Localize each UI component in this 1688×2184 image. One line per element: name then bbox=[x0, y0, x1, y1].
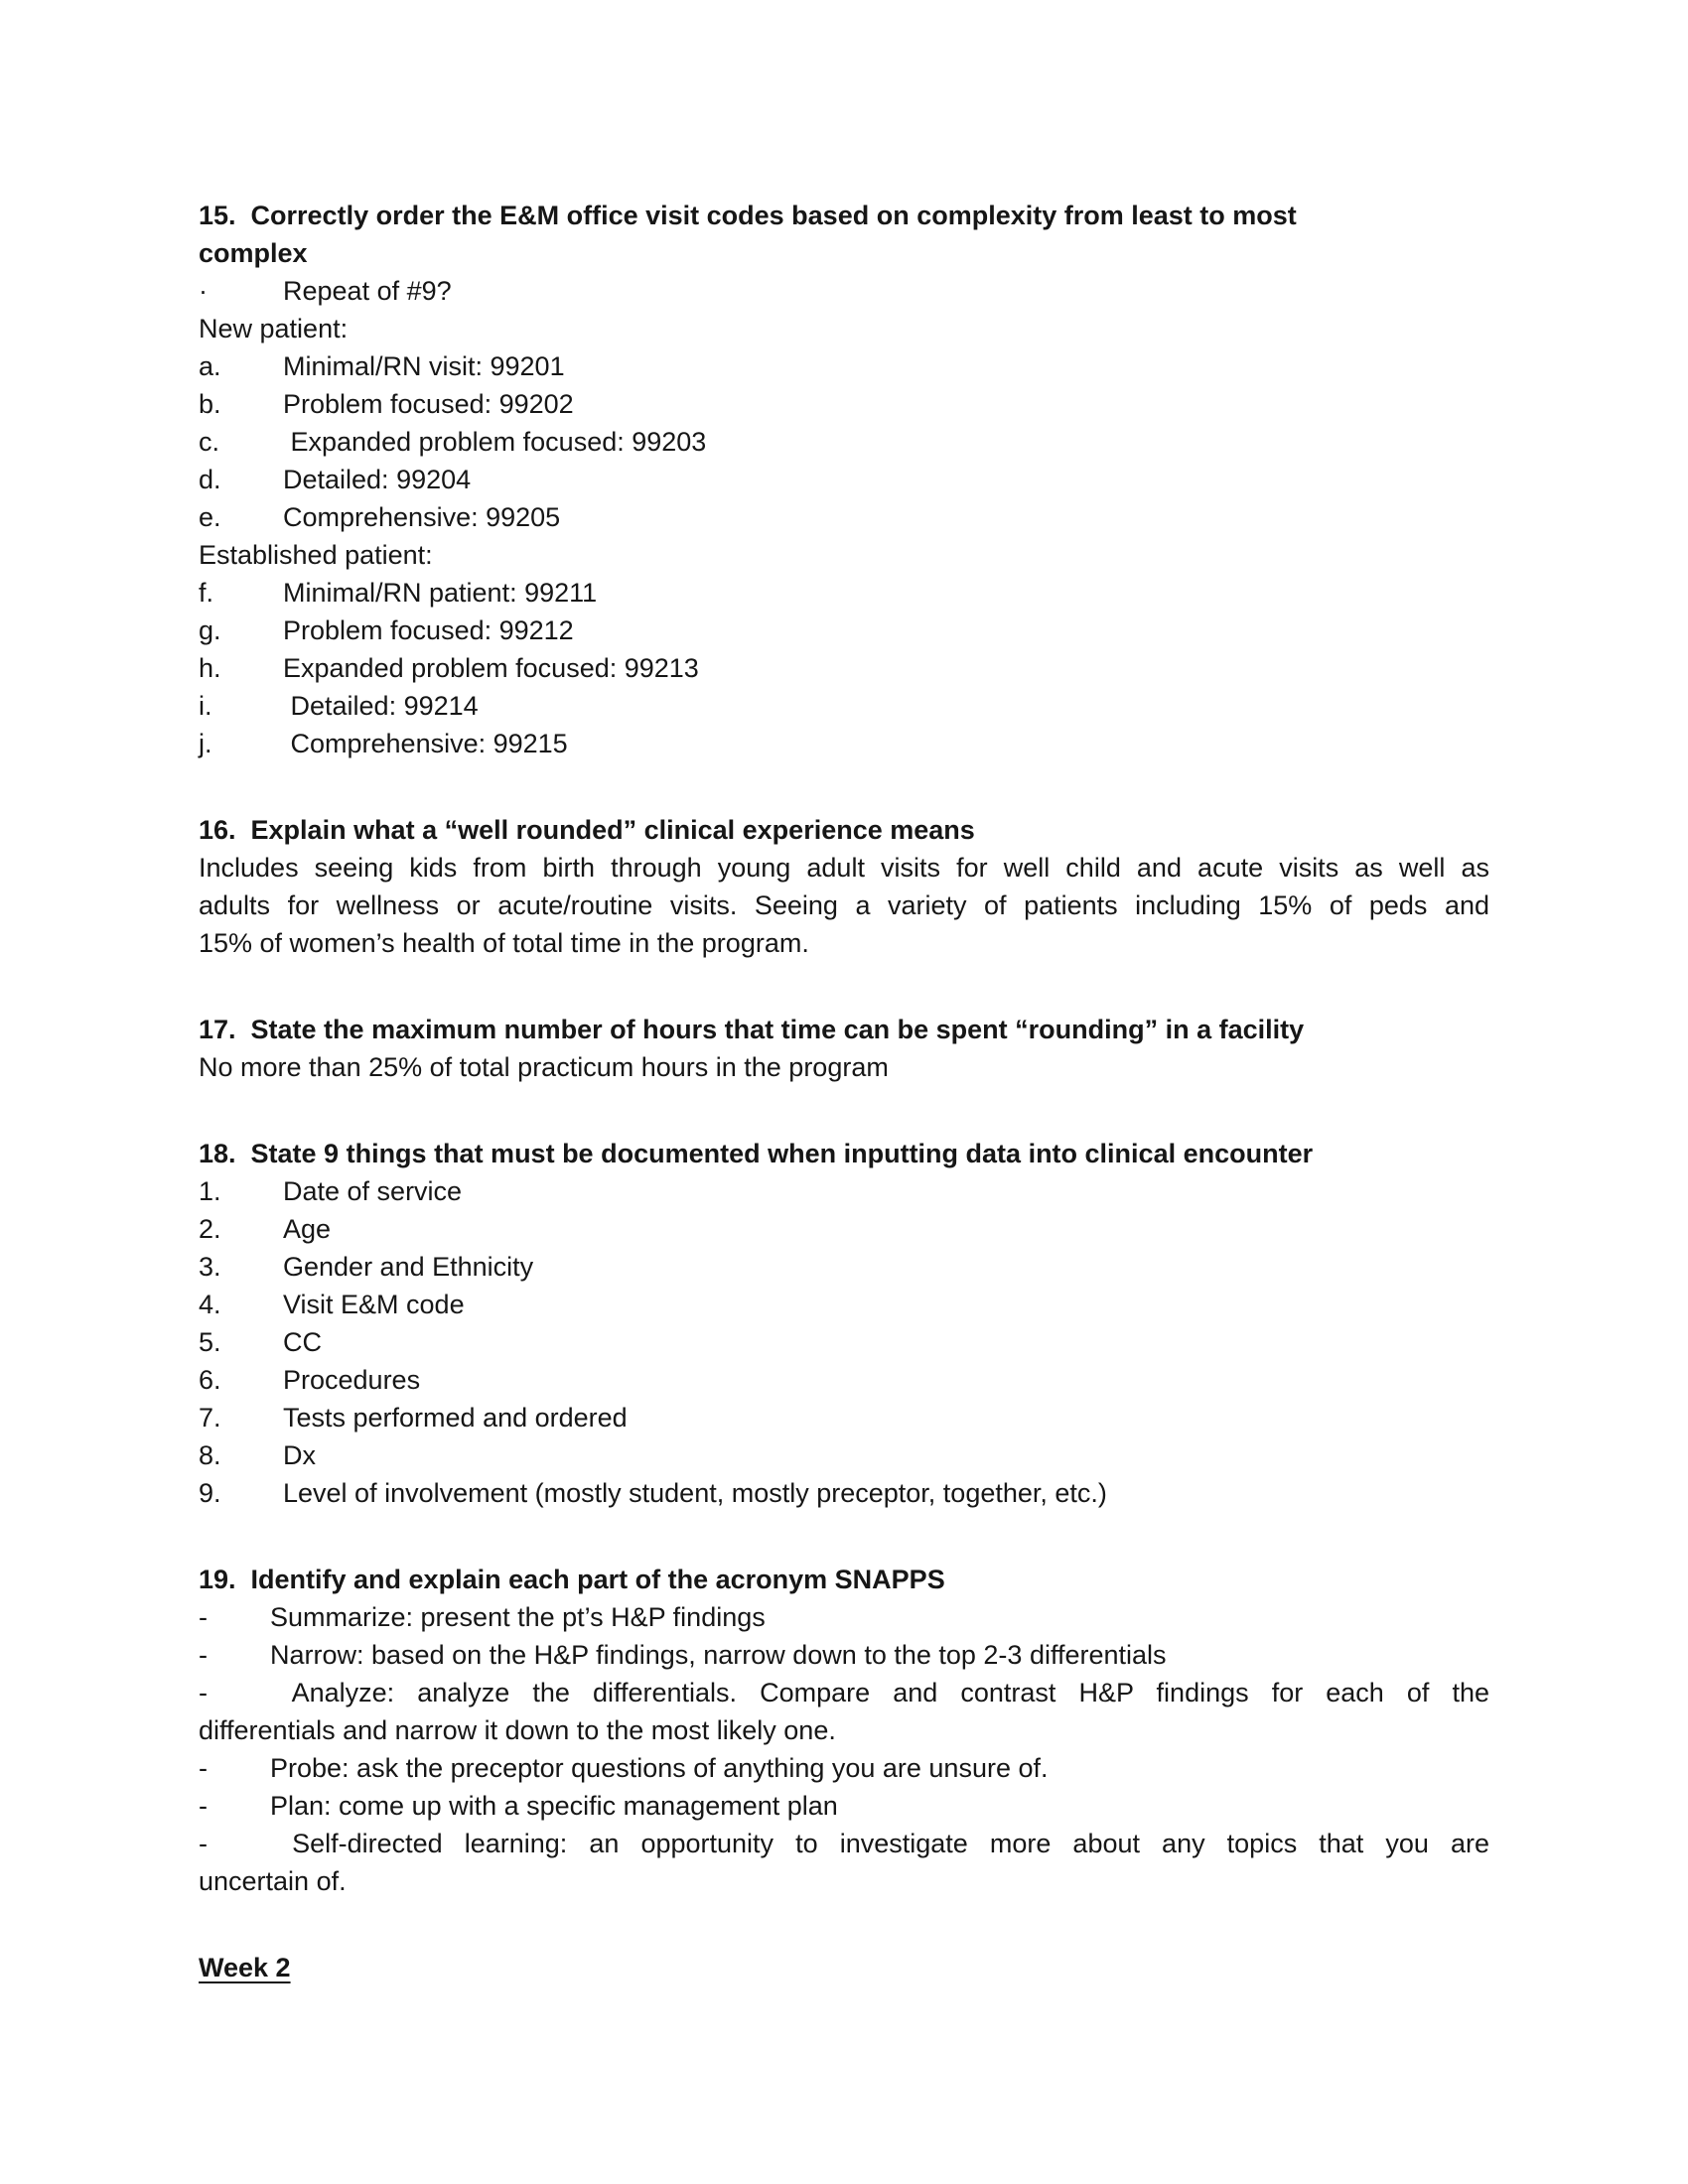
list-item-text: Comprehensive: 99215 bbox=[283, 729, 568, 758]
list-item-text: Narrow: based on the H&P findings, narrow down to the top 2-3 differentials bbox=[270, 1640, 1167, 1670]
list-item-text: Dx bbox=[283, 1440, 316, 1470]
list-marker: d. bbox=[199, 465, 221, 494]
answer-line: Established patient: bbox=[199, 540, 433, 570]
list-item-text: Summarize: present the pt’s H&P findings bbox=[270, 1602, 766, 1632]
list-item-text: Tests performed and ordered bbox=[283, 1403, 628, 1433]
paragraph-spacer bbox=[199, 1086, 1489, 1135]
list-item-text: Expanded problem focused: 99213 bbox=[283, 653, 699, 683]
list-item bbox=[199, 1436, 1489, 1474]
answer-line: No more than 25% of total practicum hours in the program bbox=[199, 1052, 889, 1082]
list-marker: i. bbox=[199, 691, 212, 721]
list-item-text: Self-directed learning: an opportunity to investigate more about any topics that you are bbox=[292, 1829, 1489, 1858]
list-marker: 4. bbox=[199, 1290, 221, 1319]
list-item-text: Detailed: 99214 bbox=[283, 691, 479, 721]
list-marker: - bbox=[199, 1640, 208, 1670]
answer-line: adults for wellness or acute/routine visits. Seeing a variety of patients including 15% of peds and bbox=[199, 890, 1489, 920]
list-marker: c. bbox=[199, 427, 220, 457]
list-item-text: Minimal/RN visit: 99201 bbox=[283, 351, 565, 381]
list-item bbox=[199, 649, 1489, 687]
list-marker: 7. bbox=[199, 1403, 221, 1433]
answer-line: uncertain of. bbox=[199, 1866, 347, 1896]
list-item bbox=[199, 1399, 1489, 1436]
question-heading: 17. State the maximum number of hours that time can be spent “rounding” in a facility bbox=[199, 1015, 1305, 1044]
list-item-text: Plan: come up with a specific management plan bbox=[270, 1791, 838, 1821]
list-marker: 5. bbox=[199, 1327, 221, 1357]
list-marker: - bbox=[199, 1791, 208, 1821]
list-item-text: Probe: ask the preceptor questions of anything you are unsure of. bbox=[270, 1753, 1049, 1783]
list-item-text: Problem focused: 99212 bbox=[283, 615, 574, 645]
list-item bbox=[199, 272, 1489, 310]
list-item-text: CC bbox=[283, 1327, 322, 1357]
question-heading: 15. Correctly order the E&M office visit codes based on complexity from least to most bbox=[199, 201, 1297, 230]
list-marker: · bbox=[199, 276, 208, 306]
list-marker: h. bbox=[199, 653, 221, 683]
list-item bbox=[199, 687, 1489, 725]
paragraph-spacer bbox=[199, 962, 1489, 1011]
list-item bbox=[199, 1749, 1489, 1787]
list-item bbox=[199, 1286, 1489, 1323]
list-item bbox=[199, 1636, 1489, 1674]
list-marker: b. bbox=[199, 389, 221, 419]
question-heading: 18. State 9 things that must be documented when inputting data into clinical encounter bbox=[199, 1139, 1314, 1168]
list-item bbox=[199, 1787, 1489, 1825]
answer-line: New patient: bbox=[199, 314, 349, 343]
question-heading: 16. Explain what a “well rounded” clinical experience means bbox=[199, 815, 975, 845]
answer-line: differentials and narrow it down to the most likely one. bbox=[199, 1715, 836, 1745]
list-item-text: Gender and Ethnicity bbox=[283, 1252, 534, 1282]
list-item bbox=[199, 1172, 1489, 1210]
list-item bbox=[199, 1210, 1489, 1248]
list-marker: g. bbox=[199, 615, 221, 645]
list-marker: 1. bbox=[199, 1176, 221, 1206]
list-marker: f. bbox=[199, 578, 214, 608]
list-item bbox=[199, 1598, 1489, 1636]
list-item-text: Analyze: analyze the differentials. Compare and contrast H&P findings for each of the bbox=[291, 1678, 1490, 1707]
list-marker: - bbox=[199, 1602, 208, 1632]
list-marker: a. bbox=[199, 351, 221, 381]
document-body bbox=[199, 197, 1489, 1986]
list-marker: 3. bbox=[199, 1252, 221, 1282]
list-item bbox=[199, 385, 1489, 423]
list-item-text: Level of involvement (mostly student, mostly preceptor, together, etc.) bbox=[283, 1478, 1107, 1508]
list-marker: - bbox=[199, 1753, 208, 1783]
list-item bbox=[199, 1323, 1489, 1361]
list-item bbox=[199, 1361, 1489, 1399]
list-item bbox=[199, 1674, 1489, 1711]
list-item-text: Expanded problem focused: 99203 bbox=[283, 427, 707, 457]
paragraph-spacer bbox=[199, 762, 1489, 811]
paragraph-spacer bbox=[199, 1900, 1489, 1949]
list-item-text: Problem focused: 99202 bbox=[283, 389, 574, 419]
list-item-text: Detailed: 99204 bbox=[283, 465, 472, 494]
question-heading: complex bbox=[199, 238, 308, 268]
list-marker: 6. bbox=[199, 1365, 221, 1395]
list-marker: e. bbox=[199, 502, 221, 532]
list-item-text: Date of service bbox=[283, 1176, 463, 1206]
list-item bbox=[199, 1248, 1489, 1286]
list-marker: j. bbox=[199, 729, 212, 758]
list-item bbox=[199, 347, 1489, 385]
list-item-text: Visit E&M code bbox=[283, 1290, 465, 1319]
list-item bbox=[199, 574, 1489, 612]
list-item bbox=[199, 498, 1489, 536]
list-marker: 2. bbox=[199, 1214, 221, 1244]
list-item bbox=[199, 423, 1489, 461]
paragraph-spacer bbox=[199, 1512, 1489, 1561]
answer-line: Includes seeing kids from birth through young adult visits for well child and acute visits as well as bbox=[199, 853, 1489, 883]
list-item bbox=[199, 1474, 1489, 1512]
list-item bbox=[199, 461, 1489, 498]
answer-line: 15% of women’s health of total time in the program. bbox=[199, 928, 809, 958]
list-item-text: Age bbox=[283, 1214, 332, 1244]
list-marker: - bbox=[199, 1678, 208, 1707]
list-item bbox=[199, 725, 1489, 762]
list-item bbox=[199, 1825, 1489, 1862]
list-item-text: Minimal/RN patient: 99211 bbox=[283, 578, 598, 608]
list-marker: 8. bbox=[199, 1440, 221, 1470]
list-marker: - bbox=[199, 1829, 208, 1858]
list-item-text: Comprehensive: 99205 bbox=[283, 502, 561, 532]
list-item bbox=[199, 612, 1489, 649]
list-marker: 9. bbox=[199, 1478, 221, 1508]
section-heading: Week 2 bbox=[199, 1953, 291, 1982]
question-heading: 19. Identify and explain each part of the acronym SNAPPS bbox=[199, 1565, 945, 1594]
list-item-text: Procedures bbox=[283, 1365, 421, 1395]
list-item-text: Repeat of #9? bbox=[283, 276, 452, 306]
